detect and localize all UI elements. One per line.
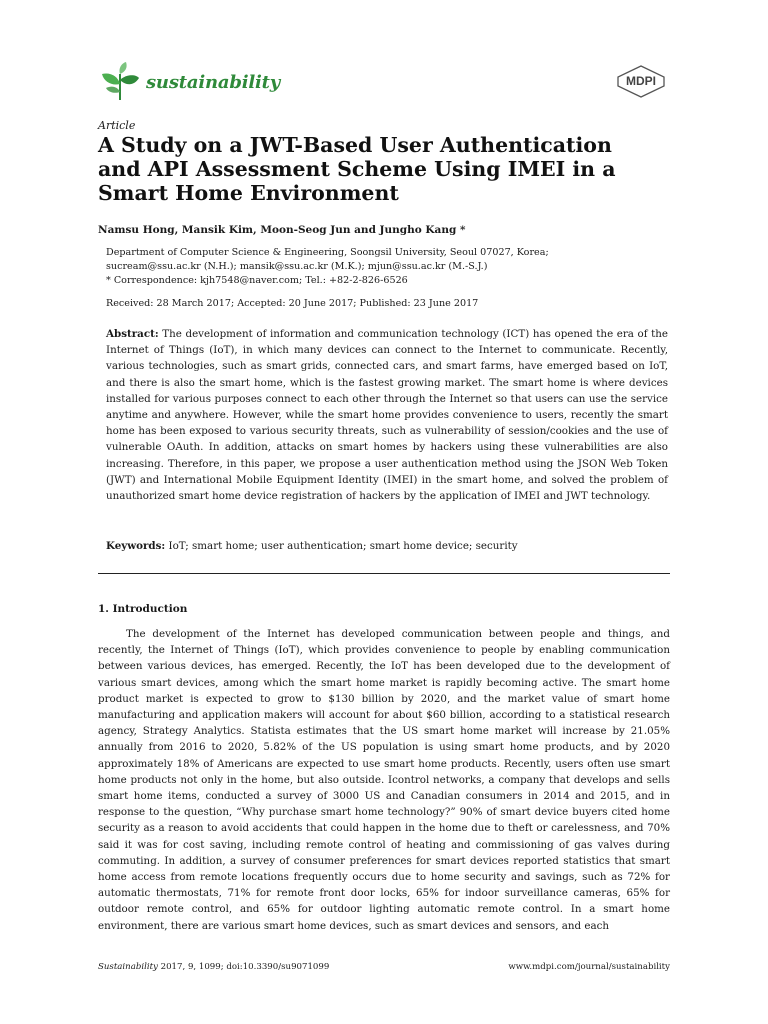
leaf-icon: [98, 60, 142, 104]
mdpi-logo: [614, 64, 668, 98]
paper-title: A Study on a JWT-Based User Authentication and API Assessment Scheme Using IMEI in a Smart Home Environment: [98, 133, 616, 205]
article-type: Article: [98, 119, 136, 132]
journal-logo: [98, 60, 280, 104]
abstract-label: Abstract:: [106, 328, 159, 340]
correspondence: * Correspondence: kjh7548@naver.com; Tel.: +82-2-826-6526: [106, 275, 408, 286]
section-heading: 1. Introduction: [98, 603, 188, 615]
footer-journal: Sustainability: [98, 962, 158, 972]
affiliation-block: [106, 246, 666, 288]
introduction-paragraph: The development of the Internet has developed communication between people and things, and recently, the Internet of Things (IoT), which provides convenience to people by enabling communication between various devices, has emerged. Recently, the IoT has been developed due to the development of various smart devices, among which the smart home market is rapidly becoming active. The smart home product market is expected to grow to $130 billion by 2020, and the market value of smart home manufacturing and application makers will account for about $60 billion, according to a statistical research agency, Strategy Analytics. Statista estimates that the US smart home market will increase by 21.05% annually from 2016 to 2020, 5.82% of the US population is using smart home products, and by 2020 approximately 18% of Americans are expected to use smart home products. Recently, users often use smart home products not only in the home, but also outside. Icontrol networks, a company that develops and sells smart home items, conducted a survey of 3000 US and Canadian consumers in 2014 and 2015, and in response to the question, “Why purchase smart home technology?” 90% of smart device buyers cited home security as a reason to avoid accidents that could happen in the home due to theft or carelessness, and 70% said it was for cost saving, including remote control of heating and commissioning of gas valves during commuting. In addition, a survey of consumer preferences for smart devices reported statistics that smart home access from remote locations frequently occurs due to home security and savings, such as 72% for automatic thermostats, 71% for remote front door locks, 65% for indoor surveillance cameras, 65% for outdoor remote control, and 65% for outdoor lighting automatic remote control. In a smart home environment, there are various smart home devices, such as smart devices and sensors, and each: [98, 628, 670, 932]
abstract-text: The development of information and communication technology (ICT) has opened the era of the Internet of Things (IoT), in which many devices can connect to the Internet to communicate. Recently, various technologies, such as smart grids, connected cars, and smart farms, have emerged based on IoT, and there is also the smart home, which is the fastest growing market. The smart home is where devices installed for various purposes connect to each other through the Internet so that users can use the service anytime and anywhere. However, while the smart home provides convenience to users, recently the smart home has been exposed to various security threats, such as vulnerability of session/cookies and the use of vulnerable OAuth. In addition, attacks on smart homes by hackers using these vulnerabilities are also increasing. Therefore, in this paper, we propose a user authentication method using the JSON Web Token (JWT) and International Mobile Equipment Identity (IMEI) in the smart home, and solved the problem of unauthorized smart home device registration of hackers by the application of IMEI and JWT technology.: [106, 328, 668, 503]
affiliation-line: Department of Computer Science & Engineering, Soongsil University, Seoul 07027, Korea;: [106, 247, 549, 258]
keywords: [106, 540, 518, 552]
publication-dates: Received: 28 March 2017; Accepted: 20 June 2017; Published: 23 June 2017: [106, 298, 479, 309]
publisher-name: MDPI: [626, 74, 656, 88]
footer-citation-rest: 2017, 9, 1099; doi:10.3390/su9071099: [157, 962, 330, 972]
abstract: [106, 326, 668, 504]
journal-name: sustainability: [146, 71, 280, 93]
keywords-text: IoT; smart home; user authentication; smart home device; security: [168, 540, 518, 552]
footer-citation: [98, 962, 329, 972]
footer-url[interactable]: www.mdpi.com/journal/sustainability: [508, 962, 670, 972]
affiliation-emails: sucream@ssu.ac.kr (N.H.); mansik@ssu.ac.kr (M.K.); mjun@ssu.ac.kr (M.-S.J.): [106, 261, 488, 272]
keywords-label: Keywords:: [106, 540, 166, 552]
divider: [98, 573, 670, 574]
authors: Namsu Hong, Mansik Kim, Moon-Seog Jun and Jungho Kang *: [98, 224, 466, 236]
